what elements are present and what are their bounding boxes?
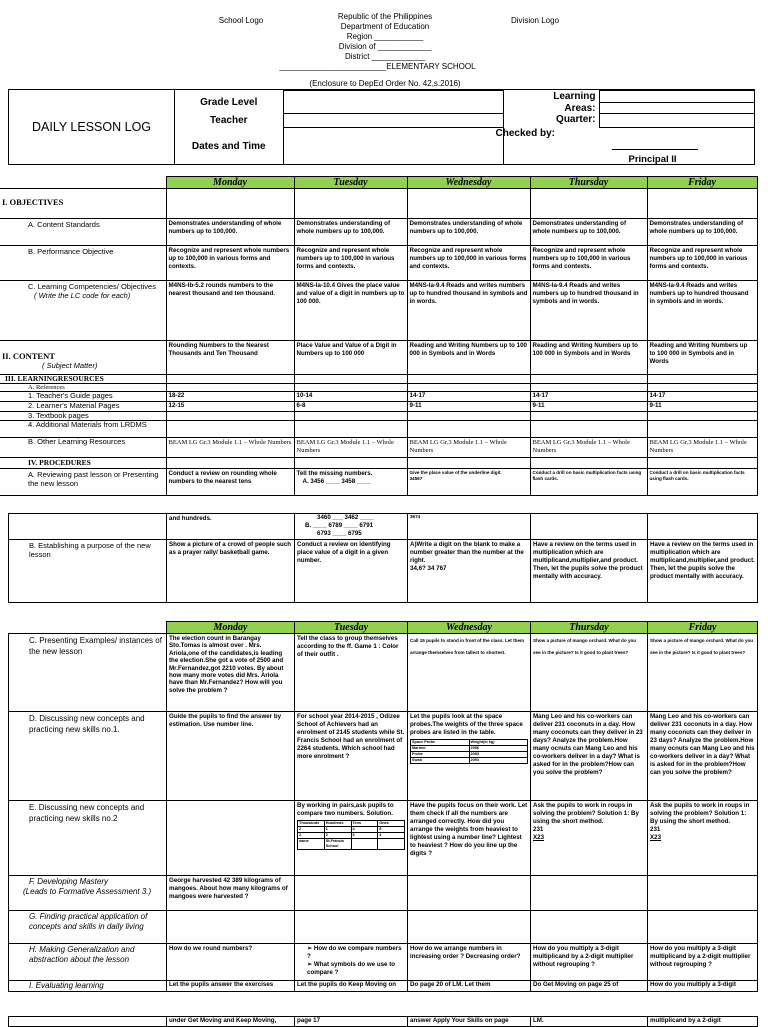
- content-standards-label: A. Content Standards: [0, 219, 166, 246]
- table-cell: Hundreds: [324, 821, 351, 827]
- discussing-2-text: By working in pairs,ask pupils to compare two numbers. Solution.: [297, 802, 394, 817]
- learning-areas-field[interactable]: [599, 91, 754, 103]
- table-cell: 2093: [469, 758, 528, 764]
- other-resources-label: B. Other Learning Resources: [0, 438, 166, 458]
- presenting-cell: The election count in Barangay Sto.Tomas is almost over . Mrs. Ariola,one of the candidates,is leading the election.She got a vote of 2500 and Mr.Fernandez,got 2210 votes. By about how many more votes did Mrs. Ariola have than Mr.Fernandez? How will you solve the problem ?: [167, 634, 295, 712]
- table-row: [298, 839, 405, 850]
- day-thursday: Thursday: [531, 622, 648, 634]
- competency-cell: M4NS-Ia-10.4 Gives the place value and value of a digit in numbers up to 100 000.: [294, 281, 407, 341]
- other-resources-cell: BEAM LG Gr.3 Module 1.1 – Whole Numbers: [407, 438, 530, 458]
- performance-objective-cell: Recognize and represent whole numbers up to 100,000 in various forms and contexts.: [166, 246, 294, 281]
- review-missing-a: A. 3456 ____ 3458 ____: [302, 478, 371, 485]
- deped-line: Department of Education: [340, 22, 430, 31]
- tg-pages-cell: 14-17: [647, 392, 757, 402]
- competency-cell: M4NS-Ia-9.4 Reads and writes numbers up to hundred thousand in symbols and in words.: [647, 281, 757, 341]
- generalization-text: ➢ What symbols do we use to compare ?: [307, 961, 396, 976]
- republic-line: Republic of the Philippines: [337, 12, 433, 21]
- corner-cell: [0, 177, 166, 189]
- performance-objective-cell: Recognize and represent whole numbers up to 100,000 in various forms and contexts.: [407, 246, 530, 281]
- content-note: ( Subject Matter): [42, 361, 98, 370]
- table-cell: 5: [378, 827, 405, 833]
- generalization-cell: How do you multiply a 3-digit multiplicand by a 2-digit multiplier without regrouping ?: [531, 944, 648, 981]
- evaluating-continued-cell: multiplicand by a 2-digit: [648, 1017, 758, 1027]
- discussing-2-cell: Have the pupils focus on their work. Let them check if all the numbers are arranged correctly. How did you arrange the weights from heaviest to lightest using a number line? Lightest to heaviest ? How do you line up the digits ?: [408, 801, 531, 876]
- discussing-1-cell: Guide the pupils to find the answer by estimation. Use number line.: [167, 712, 295, 801]
- table-cell: 4: [378, 833, 405, 839]
- additional-materials-label: 4. Additional Materials from LRDMS: [0, 421, 166, 438]
- district-line: District ____________: [344, 52, 426, 61]
- dates-time-field[interactable]: [283, 128, 503, 165]
- content-cell: Rounding Numbers to the Nearest Thousands and Ten Thousand: [166, 341, 294, 375]
- evaluating-cell: Do page 20 of LM. Let them: [408, 981, 531, 992]
- info-table: [175, 90, 755, 165]
- other-resources-cell: BEAM LG Gr.3 Module 1.1 – Whole Numbers: [166, 438, 294, 458]
- content-standards-cell: Demonstrates understanding of whole numbers up to 100,000.: [407, 219, 530, 246]
- presenting-examples-label: C. Presenting Examples/ instances of the new lesson: [9, 634, 167, 712]
- discussing-1-label: D. Discussing new concepts and practicing new skills no.1.: [9, 712, 167, 801]
- discussing-2-cell-tue: [295, 801, 408, 876]
- evaluating-cell: Do Get Moving on page 25 of: [531, 981, 648, 992]
- grade-level-field[interactable]: [283, 91, 503, 114]
- content-cell: Reading and Writing Numbers up to 100 000 in Symbols and in Words: [530, 341, 647, 375]
- review-cell-wed: [407, 469, 530, 496]
- content-label-cell: [0, 341, 166, 375]
- day-thursday: Thursday: [530, 177, 647, 189]
- evaluating-cell: How do you multiply a 3-digit: [648, 981, 758, 992]
- region-line: Region ___________: [346, 32, 424, 41]
- presenting-examples-row: [9, 634, 758, 712]
- content-standards-cell: Demonstrates understanding of whole numbers up to 100,000.: [294, 219, 407, 246]
- review-continued-mon: and hundreds.: [167, 514, 295, 540]
- discussing-2-label: E. Discussing new concepts and practicing new skills no.2: [9, 801, 167, 876]
- space-probe-table: [410, 739, 528, 764]
- developing-mastery-label-cell: [9, 876, 167, 911]
- purpose-cell: Conduct a review on identifying place value of a digit in a given number.: [295, 540, 408, 603]
- discussing-1-cell-wed: [408, 712, 531, 801]
- content-cell: Place Value and Value of a Digit in Numbers up to 100 000: [294, 341, 407, 375]
- day-header-row: [0, 177, 757, 189]
- day-tuesday: Tuesday: [295, 622, 408, 634]
- table-cell: Thousands: [298, 821, 325, 827]
- missing-numbers-line: 3460 ___ 3462 ____: [317, 514, 374, 521]
- content-cell: Reading and Writing Numbers up to 100 000 in Symbols and in Words: [647, 341, 757, 375]
- multiplicand: 231: [650, 826, 661, 833]
- purpose-text: A)Write a digit on the blank to make a number greater than the number at the right.: [410, 541, 524, 564]
- competency-cell: M4NS-Ib-5.2 rounds numbers to the nearest thousand and ten thousand.: [166, 281, 294, 341]
- purpose-cell: Have a review on the terms used in multiplication which are multiplicand,multiplier,and product. Then, let the pupils solve the product mentally with accuracy.: [531, 540, 648, 603]
- table-cell: 1: [324, 827, 351, 833]
- table-cell: Weight(in kg): [469, 740, 528, 746]
- competencies-row: [0, 281, 757, 341]
- day-monday: Monday: [166, 177, 294, 189]
- lm-pages-cell: 9-11: [530, 402, 647, 412]
- procedures-label: IV. PROCEDURES: [0, 458, 166, 469]
- quarter-field[interactable]: [599, 114, 754, 128]
- table-cell: 4: [351, 827, 378, 833]
- grade-level-label: Grade Level: [200, 96, 258, 108]
- discussing-1-cell: For school year 2014-2015 , Odizee School of Achievers had an enrolment of 2145 students while St. Francis School had an enrolment of 2264 students. Which school had more enrolment ?: [295, 712, 408, 801]
- evaluating-continued-cell: under Get Moving and Keep Moving,: [167, 1017, 295, 1027]
- evaluating-cell: Let the pupils answer the exercises: [167, 981, 295, 992]
- dll-title: DAILY LESSON LOG: [9, 90, 175, 164]
- principal-label: Principal II: [628, 154, 677, 165]
- review-text: Tell the missing numbers.: [296, 470, 373, 477]
- developing-mastery-label: F. Developing Mastery: [29, 877, 108, 886]
- table-cell: Tens: [351, 821, 378, 827]
- evaluating-row: [9, 981, 758, 992]
- content-row: [0, 341, 757, 375]
- generalization-cell: How do we arrange numbers in increasing order ? Decreasing order?: [408, 944, 531, 981]
- table-cell: 2: [298, 833, 325, 839]
- day-monday: Monday: [167, 622, 295, 634]
- review-continued-tue: [295, 514, 408, 540]
- review-cell: Conduct a drill on basic multiplication facts using flash cards.: [530, 469, 647, 496]
- learning-label: Learning: [553, 90, 596, 102]
- other-resources-cell: BEAM LG Gr.3 Module 1.1 – Whole Numbers: [647, 438, 757, 458]
- lm-pages-cell: 12-15: [166, 402, 294, 412]
- teacher-field[interactable]: [283, 114, 503, 128]
- competencies-label-cell: [0, 281, 166, 341]
- resources-label: III. LEARNINGRESOURCES: [0, 375, 166, 384]
- multiplier: X23: [650, 834, 662, 841]
- developing-mastery-note: (Leads to Formative Assessment 3.): [23, 887, 152, 896]
- info-box: [8, 89, 755, 165]
- checked-by-cell: [495, 128, 754, 165]
- evaluating-continued-cell: LM.: [531, 1017, 648, 1027]
- missing-numbers-line: B. ____ 6789 ____ 6791: [305, 522, 374, 529]
- day-header-row-2: [9, 622, 758, 634]
- multiplicand: 231: [533, 826, 544, 833]
- review-label: A. Reviewing past lesson or Presenting the new lesson: [0, 469, 166, 496]
- quarter-label: Quarter:: [556, 113, 596, 125]
- day-wednesday: Wednesday: [408, 622, 531, 634]
- tg-pages-cell: 10-14: [294, 392, 407, 402]
- evaluating-cell: Let the pupils do Keep Moving on: [295, 981, 408, 992]
- content-standards-cell: Demonstrates understanding of whole numbers up to 100,000.: [530, 219, 647, 246]
- discussing-2-cell: [167, 801, 295, 876]
- other-resources-cell: BEAM LG Gr.3 Module 1.1 – Whole Numbers: [530, 438, 647, 458]
- review-cell-tue: [294, 469, 407, 496]
- corner-cell: [9, 622, 167, 634]
- evaluating-continued-row: [9, 1017, 758, 1027]
- generalization-text: ➢ How do we compare numbers ?: [307, 945, 402, 960]
- evaluating-label: I. Evaluating learning: [9, 981, 167, 992]
- performance-objective-cell: Recognize and represent whole numbers up to 100,000 in various forms and contexts.: [530, 246, 647, 281]
- table-cell: St.Francis School: [324, 839, 351, 850]
- learners-material-label: 2. Learner's Material Pages: [0, 402, 166, 412]
- lesson-table-2: [8, 513, 758, 603]
- table-cell: 2056: [469, 746, 528, 752]
- evaluating-continued-cell: answer Apply Your Skills on page: [408, 1017, 531, 1027]
- table-cell: [351, 839, 378, 850]
- presenting-cell: Call 15 pupils to stand in front of the class. Let them arrange themselves from tallest to shortest.: [408, 634, 531, 712]
- performance-objective-row: [0, 246, 757, 281]
- table-cell: Ones: [378, 821, 405, 827]
- review-cell: Conduct a review on rounding whole numbers to the nearest tens: [166, 469, 294, 496]
- other-resources-row: [0, 438, 757, 458]
- additional-materials-row: [0, 421, 757, 438]
- discussing-2-cell-thu: [531, 801, 648, 876]
- lesson-table-1: [0, 176, 758, 496]
- competency-cell: M4NS-Ia-9.4 Reads and writes numbers up to hundred thousand in symbols and in words.: [407, 281, 530, 341]
- table-cell: 2: [324, 833, 351, 839]
- day-tuesday: Tuesday: [294, 177, 407, 189]
- presenting-cell: Show a picture of mango orchard. What do you see in the picture? Is it good to plant trees?: [531, 634, 648, 712]
- performance-objective-cell: Recognize and represent whole numbers up to 100,000 in various forms and contexts.: [647, 246, 757, 281]
- references-row: [0, 384, 757, 392]
- presenting-cell: Show a picture of mango orchard. What do you see in the picture? Is it good to plant trees?: [648, 634, 758, 712]
- school-line: ________________________ELEMENTARY SCHOOL: [279, 62, 476, 71]
- teachers-guide-row: [0, 392, 757, 402]
- division-line: Division of ____________: [338, 42, 432, 51]
- review-continued-wed: 3674: [408, 514, 531, 540]
- areas-label: Areas:: [564, 102, 596, 114]
- competencies-label: C. Learning Competencies/ Objectives: [28, 282, 156, 291]
- lesson-table-4: [8, 1016, 758, 1027]
- tg-pages-cell: 14-17: [530, 392, 647, 402]
- checked-by-label: Checked by:: [495, 128, 555, 139]
- generalization-label: H. Making Generalization and abstraction about the lesson: [9, 944, 167, 981]
- dates-time-label: Dates and Time: [191, 140, 266, 152]
- other-resources-cell: BEAM LG Gr.3 Module 1.1 – Whole Numbers: [294, 438, 407, 458]
- day-wednesday: Wednesday: [407, 177, 530, 189]
- review-cell: Conduct a drill on basic multiplication facts using flash cards.: [647, 469, 757, 496]
- multiplier: X23: [533, 834, 545, 841]
- table-cell: Space Probe: [411, 740, 470, 746]
- content-standards-row: [0, 219, 757, 246]
- application-label: G. Finding practical application of concepts and skills in daily living: [9, 911, 167, 944]
- discussing-2-text: Ask the pupils to work in roups in solving the problem? Solution 1: By using the short method.: [650, 802, 750, 825]
- division-logo: Division Logo: [510, 16, 560, 25]
- review-text: Give the place value of the underline digit.: [409, 470, 502, 475]
- review-number: 34567: [409, 476, 423, 481]
- table-cell: Mariner: [411, 746, 470, 752]
- performance-objective-cell: Recognize and represent whole numbers up to 100,000 in various forms and contexts.: [294, 246, 407, 281]
- table-cell: [378, 839, 405, 850]
- place-value-table: [297, 820, 405, 850]
- objectives-label: I. OBJECTIVES: [0, 189, 166, 219]
- resources-row: [0, 375, 757, 384]
- lm-pages-cell: 9-11: [407, 402, 530, 412]
- table-cell: Swab: [411, 758, 470, 764]
- developing-mastery-cell: George harvested 42 389 kilograms of mangoes. About how many kilograms of mangoes were harvested ?: [167, 876, 295, 911]
- missing-numbers-line: 6793 ____ 6795: [317, 530, 362, 537]
- discussing-1-row: [9, 712, 758, 801]
- competency-cell: M4NS-Ia-9.4 Reads and writes numbers up to hundred thousand in symbols and in words.: [530, 281, 647, 341]
- letterhead: [279, 12, 480, 72]
- teacher-label: Teacher: [209, 115, 248, 126]
- purpose-cell-wed: [408, 540, 531, 603]
- table-cell: 2: [298, 827, 325, 833]
- lm-pages-cell: 9-11: [647, 402, 757, 412]
- discussing-2-cell-fri: [648, 801, 758, 876]
- purpose-label: B. Establishing a purpose of the new lesson: [9, 540, 167, 603]
- textbook-label: 3. Textbook pages: [0, 412, 166, 421]
- content-label: II. CONTENT: [2, 351, 55, 361]
- lm-pages-cell: 6-8: [294, 402, 407, 412]
- table-cell: 2083: [469, 752, 528, 758]
- references-label: A. References: [0, 384, 166, 392]
- learners-material-row: [0, 402, 757, 412]
- review-continued-row: [9, 514, 758, 540]
- presenting-cell: Tell the class to group themselves according to the ff. Game 1 : Color of their outfit .: [295, 634, 408, 712]
- tg-pages-cell: 14-17: [407, 392, 530, 402]
- lesson-table-3: [8, 621, 758, 992]
- discussing-2-text: Ask the pupils to work in roups in solving the problem? Solution 1: By using the short method.: [533, 802, 639, 825]
- enclosure-note: (Enclosure to DepEd Order No. 42,s.2016): [309, 79, 461, 88]
- competencies-note: ( Write the LC code for each): [34, 291, 131, 300]
- day-friday: Friday: [648, 622, 758, 634]
- day-friday: Friday: [647, 177, 757, 189]
- purpose-numbers: 34,6? 34 767: [410, 565, 447, 572]
- objectives-row: [0, 189, 757, 219]
- tg-pages-cell: 18-22: [166, 392, 294, 402]
- content-cell: Reading and Writing Numbers up to 100 000 in Symbols and in Words: [407, 341, 530, 375]
- table-cell: same: [298, 839, 325, 850]
- generalization-cell: How do you multiply a 3-digit multiplicand by a 2-digit multiplier without regrouping ?: [648, 944, 758, 981]
- areas-field[interactable]: [599, 103, 754, 114]
- discussing-2-row: [9, 801, 758, 876]
- signature-line: [612, 149, 698, 150]
- discussing-1-cell: Mang Leo and his co-workers can deliver 231 coconuts in a day. How many coconuts can they deliver in 23 days? Analyze the problem.How many ocnuts can Mang Leo and his co-workers deliver in a day? What is asked for in the problem?How can you solve the problem?: [531, 712, 648, 801]
- generalization-cell-tue: [295, 944, 408, 981]
- generalization-cell: How do we round numbers?: [167, 944, 295, 981]
- table-cell: 6: [351, 833, 378, 839]
- discussing-1-text: Let the pupils look at the space probes.The weights of the three space probes are listed in the table.: [410, 713, 523, 736]
- review-row: [0, 469, 757, 496]
- generalization-row: [9, 944, 758, 981]
- application-row: [9, 911, 758, 944]
- table-cell: Probe: [411, 752, 470, 758]
- procedures-row: [0, 458, 757, 469]
- discussing-1-cell: Mang Leo and his co-workers can deliver 231 coconuts in a day. How many coconuts can they deliver in 23 days? Analyze the problem.How many ocnuts can Mang Leo and his co-workers deliver in a day? What is asked for in the problem?How can you solve the problem?: [648, 712, 758, 801]
- teachers-guide-label: 1. Teacher's Guide pages: [0, 392, 166, 402]
- purpose-row: [9, 540, 758, 603]
- school-logo: School Logo: [218, 16, 264, 25]
- evaluating-continued-cell: page 17: [295, 1017, 408, 1027]
- performance-objective-label: B. Performance Objective: [0, 246, 166, 281]
- content-standards-cell: Demonstrates understanding of whole numbers up to 100,000.: [647, 219, 757, 246]
- table-row: [411, 758, 528, 764]
- purpose-cell: Show a picture of a crowd of people such as a prayer rally/ basketball game.: [167, 540, 295, 603]
- purpose-cell: Have a review on the terms used in multiplication which are multiplicand,multiplier,and product. Then, let the pupils solve the product mentally with accuracy.: [648, 540, 758, 603]
- developing-mastery-row: [9, 876, 758, 911]
- content-standards-cell: Demonstrates understanding of whole numbers up to 100,000.: [166, 219, 294, 246]
